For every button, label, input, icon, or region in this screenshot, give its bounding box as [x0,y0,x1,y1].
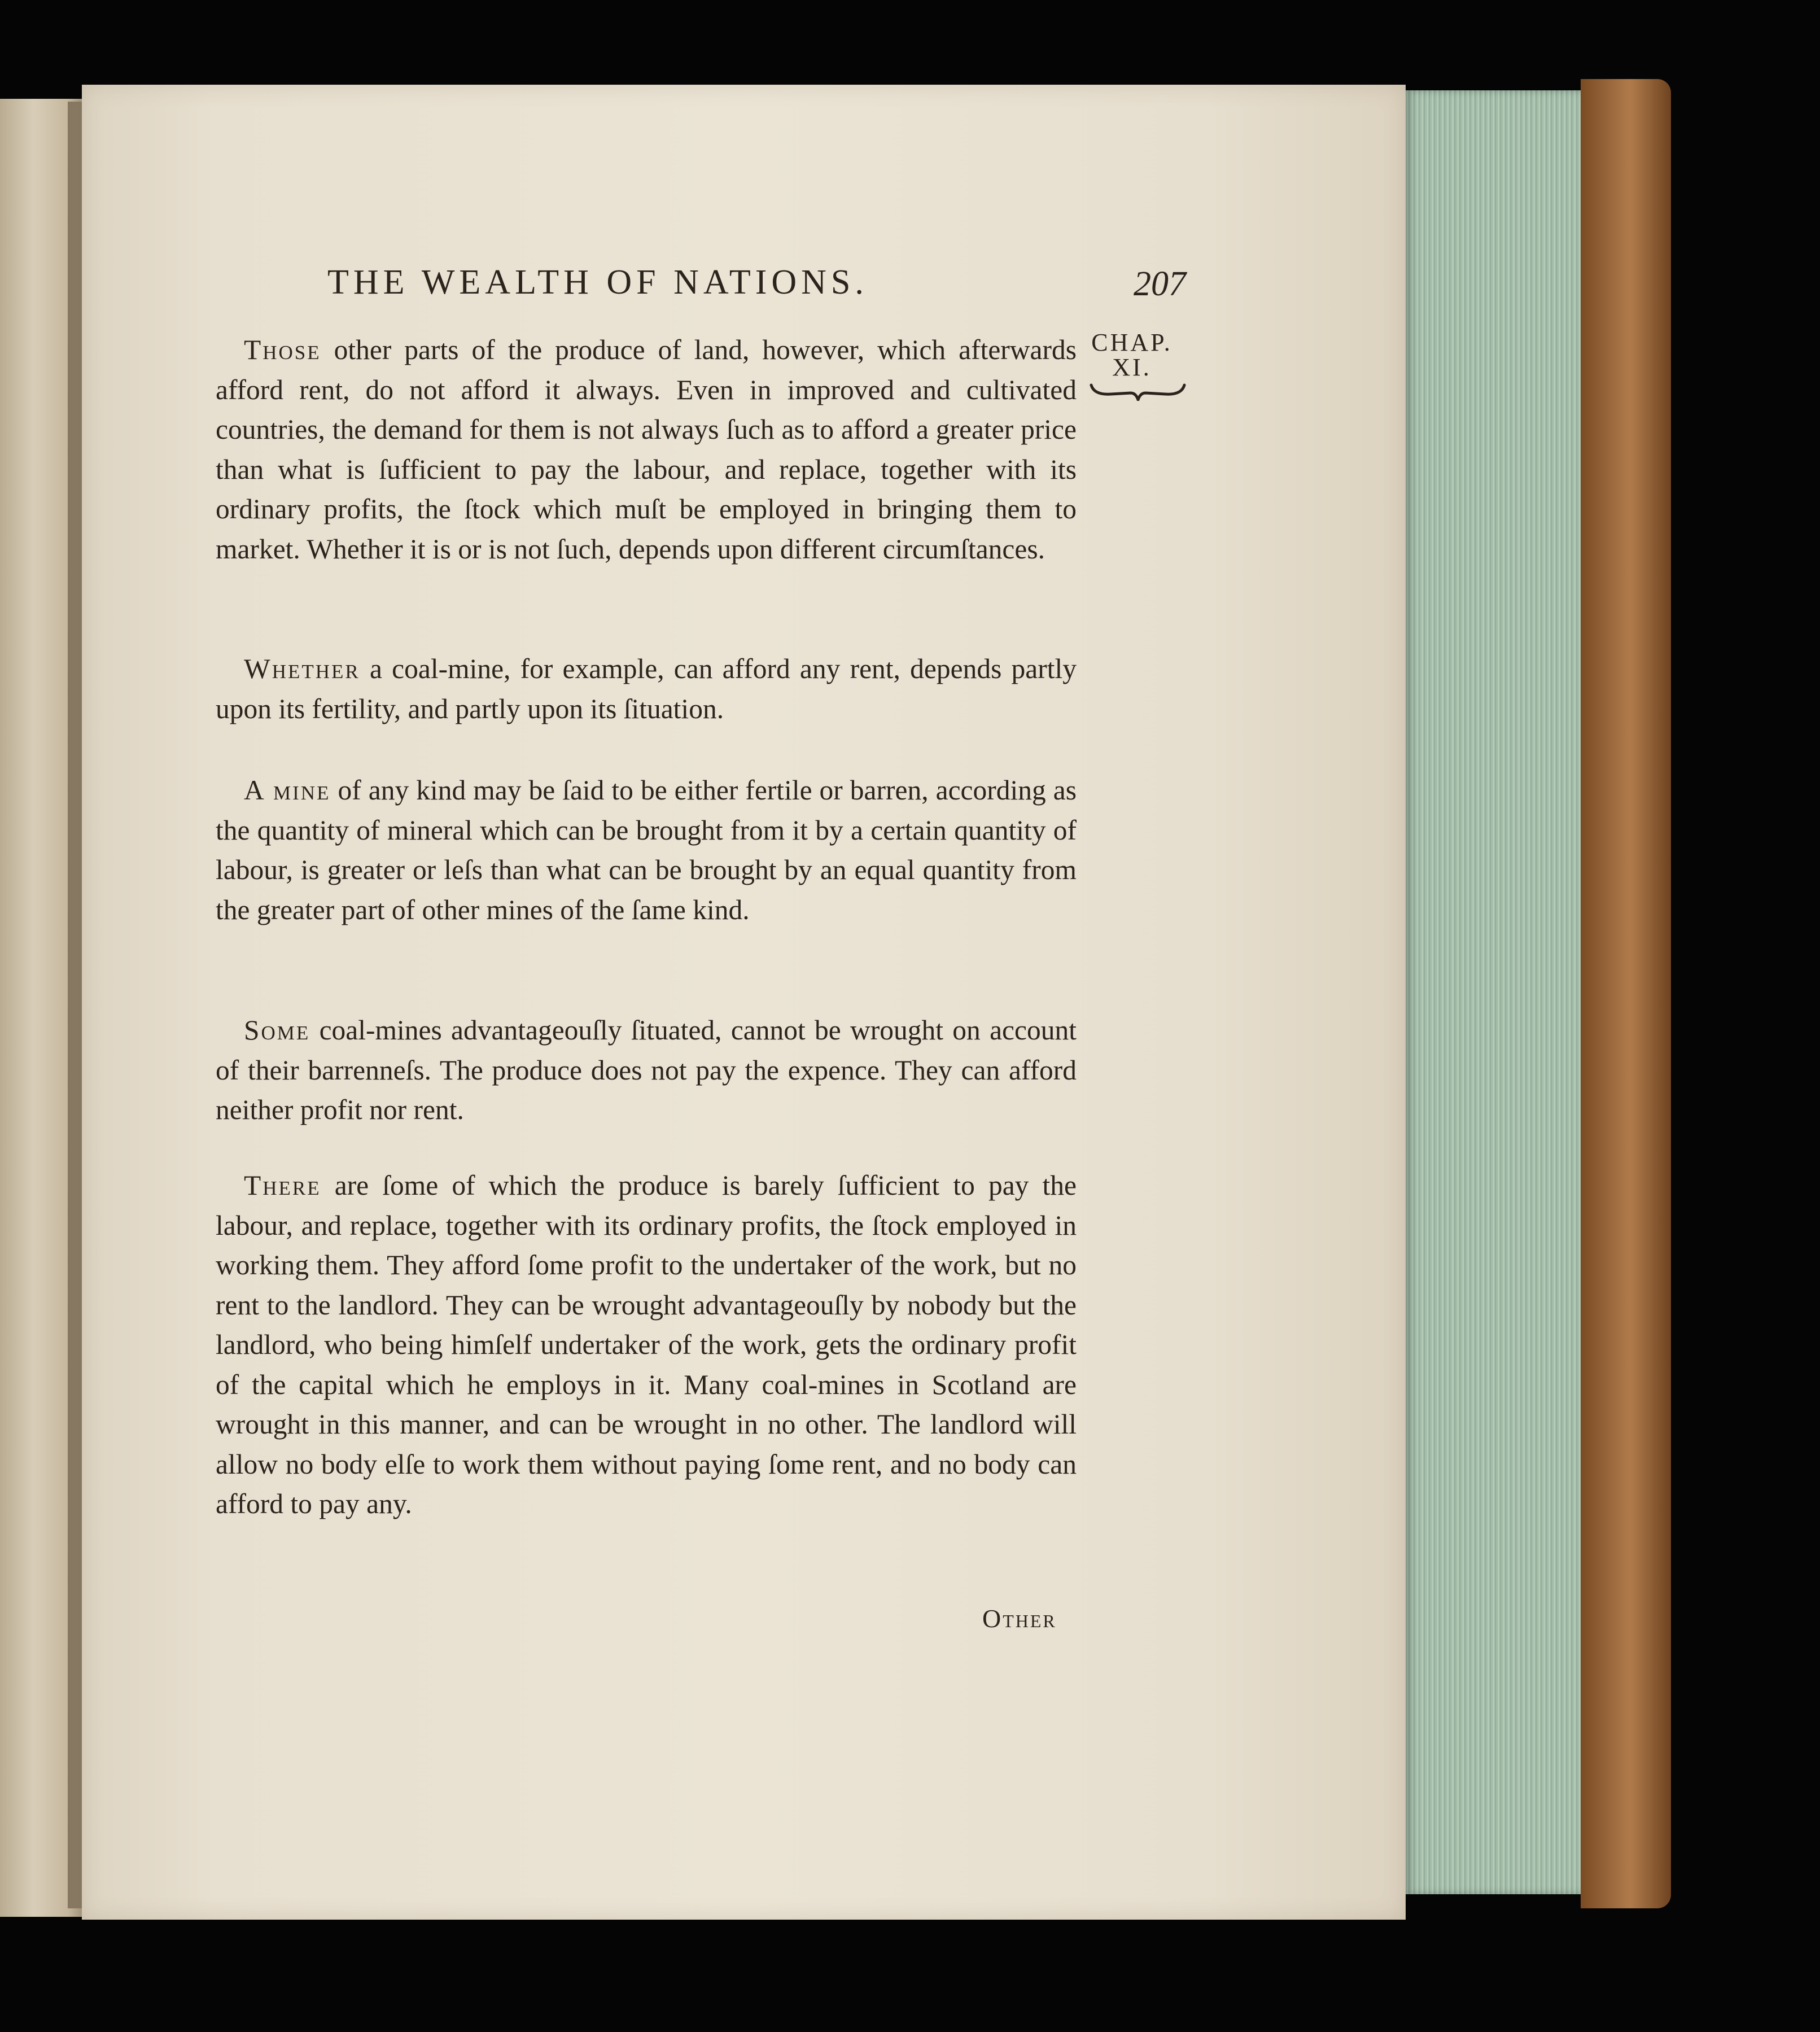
paragraph-text: are ſome of which the produce is barely ſufficient to pay the labour, and replace, together with its ordinary profits, the ſtock employed in working them. They afford ſome profit to the undertaker of the work, but no rent to the landlord. They can be wrought advantageouſly by nobody but the landlord, who being himſelf undertaker of the work, gets the ordinary profit of the capital which he employs in it. Many coal-mines in Scotland are wrought in this manner, and can be wrought in no other. The landlord will allow no body elſe to work them without paying ſome rent, and no body can afford to pay any. [216,1170,1077,1519]
paragraph-lead: Some [244,1015,310,1046]
paragraph-3 [216,771,1077,930]
paragraph-lead: Whether [244,653,360,684]
paragraph-lead: Those [244,334,321,365]
chapter-side-note [1070,330,1194,380]
paragraph-lead: There [244,1170,321,1201]
paragraph-lead: A mine [244,775,331,806]
page-block-edge [1406,90,1583,1894]
running-head: THE WEALTH OF NATIONS. [327,263,868,301]
leather-binding [1581,79,1671,1908]
page-number: 207 [1134,265,1186,303]
chapter-label: CHAP. [1091,329,1172,356]
paragraph-text: other parts of the produce of land, however, which afterwards afford rent, do not afford it always. Even in improved and cultivated countries, the demand for them is not always ſuch as to afford a greater price than what is ſufficient to pay the labour, and replace, together with its ordinary profits, the ſtock which muſt be employed in bringing them to market. Whether it is or is not ſuch, depends upon different circumſtances. [216,334,1077,565]
chapter-number: XI. [1112,353,1152,381]
paragraph-1 [216,330,1077,569]
paragraph-2 [216,649,1077,729]
paragraph-text: a coal-mine, for example, can afford any rent, depends partly upon its fertility, and partly upon its ſituation. [216,653,1077,724]
paragraph-text: coal-mines advantageouſly ſituated, cannot be wrought on account of their barrenneſs. The produce does not pay the expence. They can afford neither profit nor rent. [216,1015,1077,1125]
catchword: Other [982,1604,1057,1633]
paragraph-5 [216,1166,1077,1524]
brace-ornament [1088,378,1187,401]
paragraph-text: of any kind may be ſaid to be either fertile or barren, according as the quantity of mineral which can be brought from it by a certain quantity of labour, is greater or leſs than what can be brought by an equal quantity from the greater part of other mines of the ſame kind. [216,775,1077,925]
paragraph-4 [216,1011,1077,1130]
